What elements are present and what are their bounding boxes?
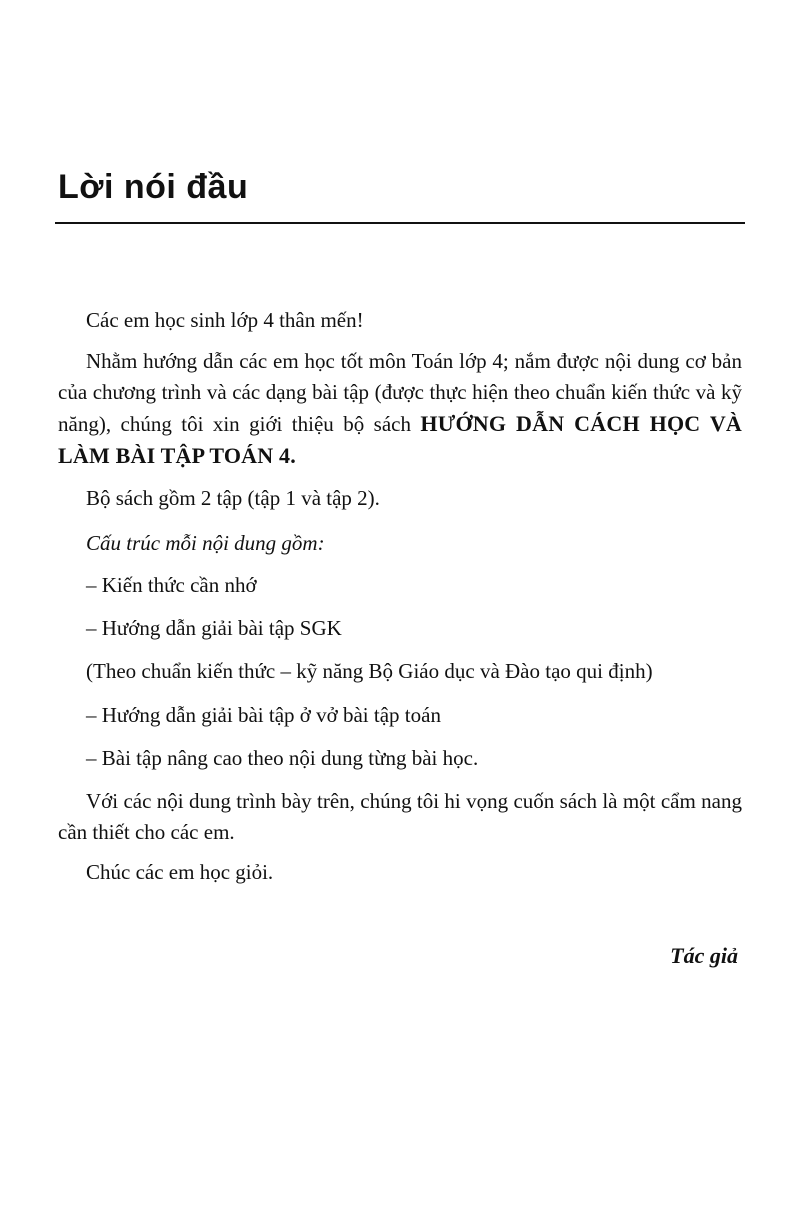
volumes-line: Bộ sách gồm 2 tập (tập 1 và tập 2). — [86, 486, 380, 510]
book-title: HƯỚNG DẪN CÁCH HỌC VÀ LÀM BÀI TẬP TOÁN 4. — [58, 411, 743, 468]
structure-item: – Bài tập nâng cao theo nội dung từng bài học. — [86, 746, 479, 770]
title-underline — [55, 222, 745, 224]
intro-text: Nhằm hướng dẫn các em học tốt môn Toán lớp 4; nắm được nội dung cơ bản của chương trình và các dạng bài tập (được thực hiện theo chuẩn kiến thức và kỹ năng), chúng tôi xin giới thiệu bộ sách — [58, 349, 742, 436]
closing-paragraph — [58, 786, 742, 848]
structure-item: – Hướng dẫn giải bài tập ở vở bài tập toán — [86, 703, 441, 727]
structure-heading: Cấu trúc mỗi nội dung gồm: — [86, 531, 325, 555]
wishes-line: Chúc các em học giỏi. — [86, 860, 274, 884]
structure-item: – Hướng dẫn giải bài tập SGK — [86, 616, 342, 640]
closing-text: Với các nội dung trình bày trên, chúng tôi hi vọng cuốn sách là một cẩm nang cần thiết cho các em. — [58, 789, 742, 844]
intro-paragraph — [58, 346, 742, 472]
structure-note: (Theo chuẩn kiến thức – kỹ năng Bộ Giáo dục và Đào tạo qui định) — [86, 659, 653, 683]
structure-item: – Kiến thức cần nhớ — [86, 573, 257, 597]
author-signature: Tác giả — [670, 943, 738, 968]
page-title: Lời nói đầu — [58, 168, 249, 206]
greeting-line: Các em học sinh lớp 4 thân mến! — [86, 308, 364, 332]
